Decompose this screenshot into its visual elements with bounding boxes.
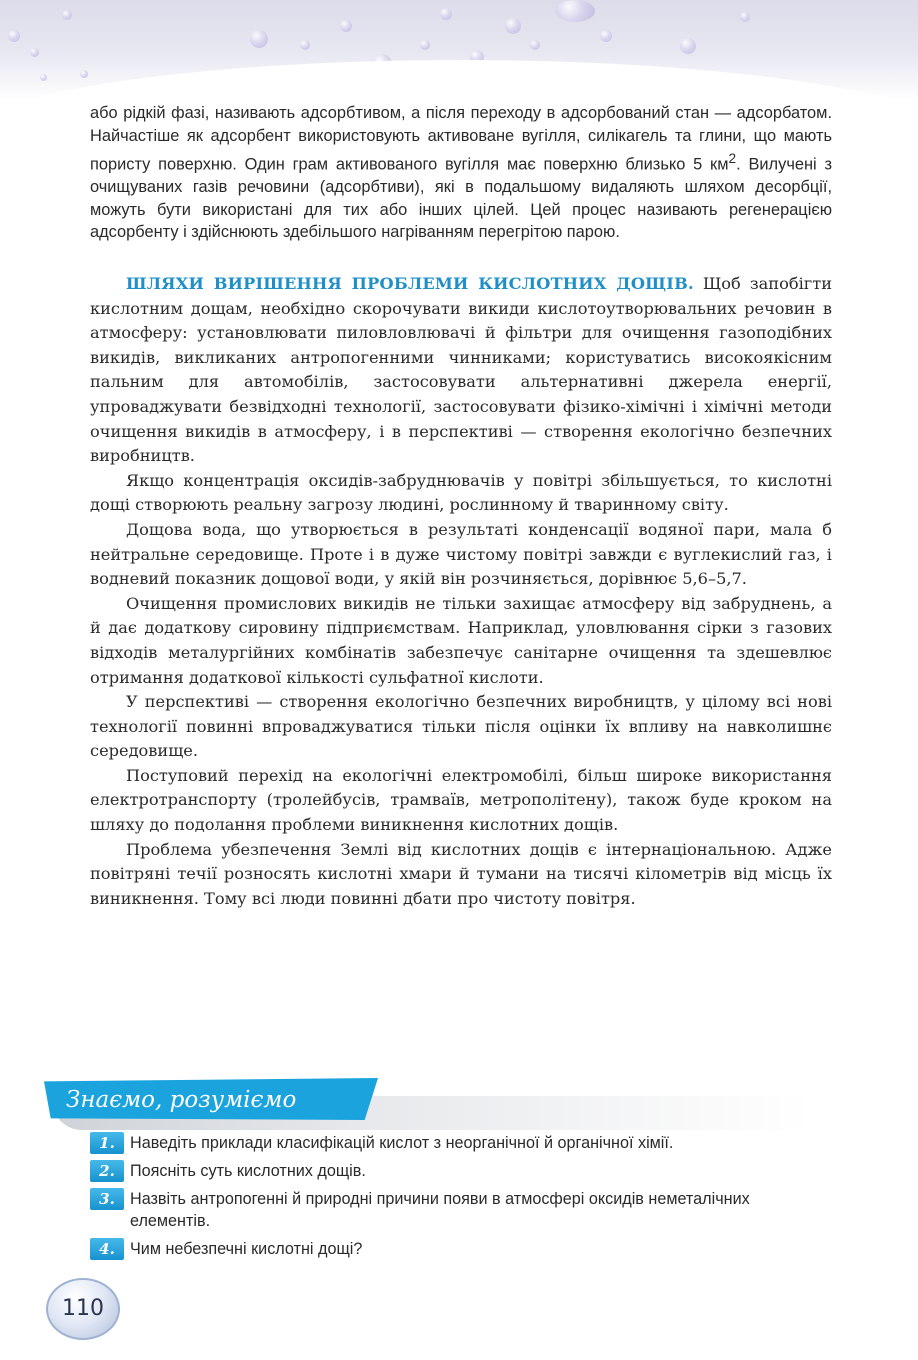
question-list (90, 1132, 832, 1266)
bubble-decoration (740, 12, 750, 22)
intro-text (90, 102, 832, 244)
header-decoration (0, 0, 918, 100)
bubble-decoration (80, 70, 88, 78)
bubble-decoration (62, 10, 72, 20)
bubble-decoration (30, 48, 39, 57)
superscript-two: 2 (728, 150, 737, 166)
paragraph: Поступовий перехід на екологічні електромобілі, більш широке використання електротранспорту (тролейбусів, трамваїв, метрополітену), також буде кроком на шляху до подолання проблеми виникнення кислотних дощів. (90, 765, 832, 835)
paragraph: Якщо концентрація оксидів-забруднювачів у повітрі збільшується, то кислотні дощі створюють реальну загрозу людині, рослинному й тваринному світу. (90, 470, 832, 515)
bubble-decoration (340, 20, 352, 32)
bubble-decoration (505, 18, 521, 34)
question-number: 1. (90, 1132, 124, 1154)
page-number: 110 (46, 1278, 120, 1340)
list-item (90, 1188, 832, 1232)
paragraph: Проблема убезпечення Землі від кислотних дощів є інтернаціональною. Адже повітряні течії розносять кислотні хмари й тумани на тисячі кілометрів від місць їх виникнення. Тому всі люди повинні дбати про чистоту повітря. (90, 839, 832, 908)
bubble-decoration (300, 40, 310, 50)
list-item (90, 1132, 832, 1154)
bubble-decoration (555, 0, 595, 22)
question-number: 4. (90, 1238, 124, 1260)
bubble-decoration (40, 74, 47, 81)
bubble-decoration (420, 40, 430, 50)
paragraph: Дощова вода, що утворюється в результаті конденсації водяної пари, мала б нейтральне середовище. Проте і в дуже чистому повітрі завжди є вуглекислий газ, і водневий показник дощової води, у якій він розчиняється, дорівнює 5,6–5,7. (90, 519, 832, 589)
question-text: Поясніть суть кислотних дощів. (130, 1162, 366, 1180)
question-text: Чим небезпечні кислотні дощі? (130, 1240, 363, 1258)
paragraph: Очищення промислових викидів не тільки захищає атмосферу від забруднень, а й дає додаткову сировину підприємствам. Наприклад, уловлювання сірки з газових відходів металургійних комбінатів забезпечує санітарне очищення та здешевлює отримання додаткової кількості сульфатної кислоти. (90, 593, 832, 687)
section-first-paragraph-text: Щоб запобігти кислотним дощам, необхідно скорочувати викиди кислотоутворювальних речовин в атмосферу: установлювати пиловловлювачі й фільтри для очищення газоподібних викидів, викликаних антропогенними чинниками; користуватись високоякісним пальним для автомобілів, застосовувати альтернативні джерела енергії, упроваджувати безвідходні технології, застосовувати фізико-хімічні і хімічні методи очищення викидів в атмосферу, і в перспективі — створення екологічно безпечних виробництв. (90, 274, 832, 466)
question-number: 2. (90, 1160, 124, 1182)
bubble-decoration (440, 8, 452, 20)
bubble-decoration (680, 38, 696, 54)
section-heading: ШЛЯХИ ВИРІШЕННЯ ПРОБЛЕМИ КИСЛОТНИХ ДОЩІВ. (126, 274, 694, 293)
section-first-paragraph (90, 272, 832, 469)
bubble-decoration (8, 30, 20, 42)
main-section (90, 272, 832, 911)
list-item (90, 1238, 832, 1260)
paragraph: У перспективі — створення екологічно безпечних виробництв, у цілому всі нові технології повинні впроваджуватися тільки після оцінки їх впливу на навколишнє середовище. (90, 692, 832, 761)
question-text: Наведіть приклади класифікацій кислот з неорганічної й органічної хімії. (130, 1134, 674, 1152)
banner-title: Знаємо, розуміємо (66, 1087, 297, 1113)
intro-text-part2: . Вилучені з очищуваних газів речовини (адсорбтиви), які в подальшому видаляють шляхом десорбції, можуть бути використані для тих або інших цілей. Цей процес називають регенерацією адсорбенту і здійснюють здебільшого нагріванням перегрітою парою. (90, 155, 832, 242)
bubble-decoration (530, 40, 540, 50)
question-number: 3. (90, 1188, 124, 1210)
bubble-decoration (250, 30, 268, 48)
intro-paragraph (90, 102, 832, 244)
intro-text-part1: або рідкій фазі, називають адсорбтивом, а після переходу в адсорбований стан — адсорбатом. Найчастіше як адсорбент використовують активоване вугілля, силікагель та глини, що мають пористу поверхню. Один грам активованого вугілля має поверхню близько 5 км (90, 104, 832, 174)
question-text: Назвіть антропогенні й природні причини появи в атмосфері оксидів неметалічних елементів. (130, 1190, 750, 1230)
list-item (90, 1160, 832, 1182)
bubble-decoration (600, 30, 612, 42)
